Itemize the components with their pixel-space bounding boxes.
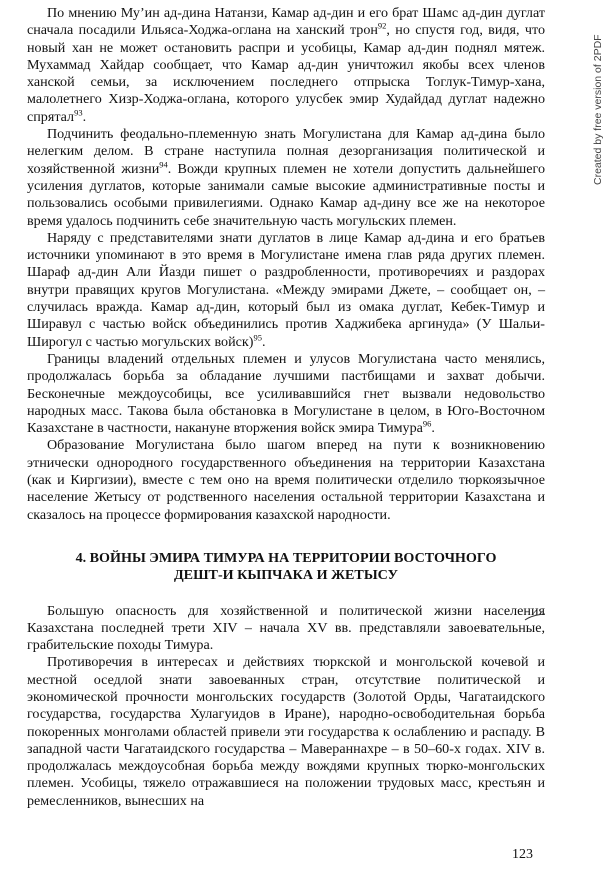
side-watermark: Created by free version of 2PDF [592,34,604,185]
section-paragraph-1: Большую опасность для хозяйственной и политической жизни населения Казахстана последней трети XIV – начала XV вв. представляли завоевательные, грабительские походы Тимура. [27,602,545,654]
paragraph-2: Подчинить феодально-племенную знать Могулистана для Камар ад-дина было нелегким делом. В стране наступила полная дезорганизация политической и хозяйственной жизни$^{94}$. Вожди крупных племен не хотели допустить дальнейшего усиления дуглатов, которые занимали самые высокие административные посты и пользовались особыми привилегиями. Однако Камар ад-дину все же на некоторое время удалось подчинить себе значительную часть могульских племен. [27,126,545,229]
footnote-ref-92: 92 [377,20,387,31]
paragraph-1: По мнению Му’ин ад-дина Натанзи, Камар ад-дин и его брат Шамс ад-дин дуглат сначала посадили Ильяса-Ходжа-оглана на ханский трон$^{92}$, но спустя год, видя, что новый хан не может остановить распри и усобицы, Камар ад-дин поднял мятеж. Мухаммад Хайдар сообщает, что Камар ад-дин уничтожил якобы всех членов ханской семьи, за исключением последнего отпрыска Тоглук-Тимур-хана, малолетнего Хизр-Ходжа-оглана, которого улусбек эмир Худайдад дуглат надежно спрятал$^{93}$. [27,5,545,125]
section-heading [27,550,545,585]
paragraph-3: Наряду с представителями знати дуглатов в лице Камар ад-дина и его братьев источники упоминают в это время в Могулистане имена глав ряда других племен. Шараф ад-дин Али Йазди пишет о раздробленности, противоречиях и раздорах внутри правящих кругов Могулистана. «Между эмирами Джете, – сообщает он, – случилась вражда. Камар ад-дин, который был из омака дуглат, Кебек-Тимур и Ширавул с частью войск объединились против Хаджибека аргинуда» (У Шальи-Широгул с частью могульских войск)$^{95}$. [27,229,545,350]
pen-mark-icon [524,612,546,622]
footnote-ref-96: 96 [422,418,432,429]
section-paragraph-2: Противоречия в интересах и действиях тюркской и монгольской кочевой и местной оседлой знати завоеванных стран, отсутствие политической и экономической прочности монгольских государств (Золотой Орды, Чагатаидского государства, государства Хулагуидов в Иране), народно-освободительная борьба покоренных монголами областей привели эти государства к ослаблению и распаду. В западной части Чагатаидского государства – Мавераннахре – в 50–60-х годах. XIV в. продолжалась междоусобная борьба между вождями крупных тюрко-монгольских племен. Усобицы, тяжело отражавшиеся на положении трудовых масс, крестьян и ремесленников, вынесших на [27,654,545,809]
footnote-ref-94: 94 [159,158,168,169]
paragraph-4: Границы владений отдельных племен и улусов Могулистана часто менялись, продолжалась борьба за обладание лучшими пастбищами и захват добычи. Бесконечные междоусобицы, все усиливавшийся гнет вызвали недовольство народных масс. Такова была обстановка в Могулистане в целом, в Юго-Восточном Казахстане в частности, накануне вторжения войск эмира Тимура$^{96}$. [27,350,545,437]
footnote-ref-95: 95 [253,331,262,342]
section-heading-line-2: ДЕШТ-И КЫПЧАКА И ЖЕТЫСУ [173,567,398,584]
footnote-ref-93: 93 [74,107,83,118]
page-text-block [27,5,545,810]
section-heading-line-1: 4. ВОЙНЫ ЭМИРА ТИМУРА НА ТЕРРИТОРИИ ВОСТОЧНОГО [75,549,497,566]
paragraph-5: Образование Могулистана было шагом вперед на пути к возникновению этнически однородного государственного объединения на территории Казахстана (как и Киргизии), вместе с тем оно на время политически отделило тюркоязычное население Жетысу от родственного населения остальной территории Казахстана и сказалось на процессе формирования казахской народности. [27,437,545,523]
page-number: 123 [512,847,533,862]
